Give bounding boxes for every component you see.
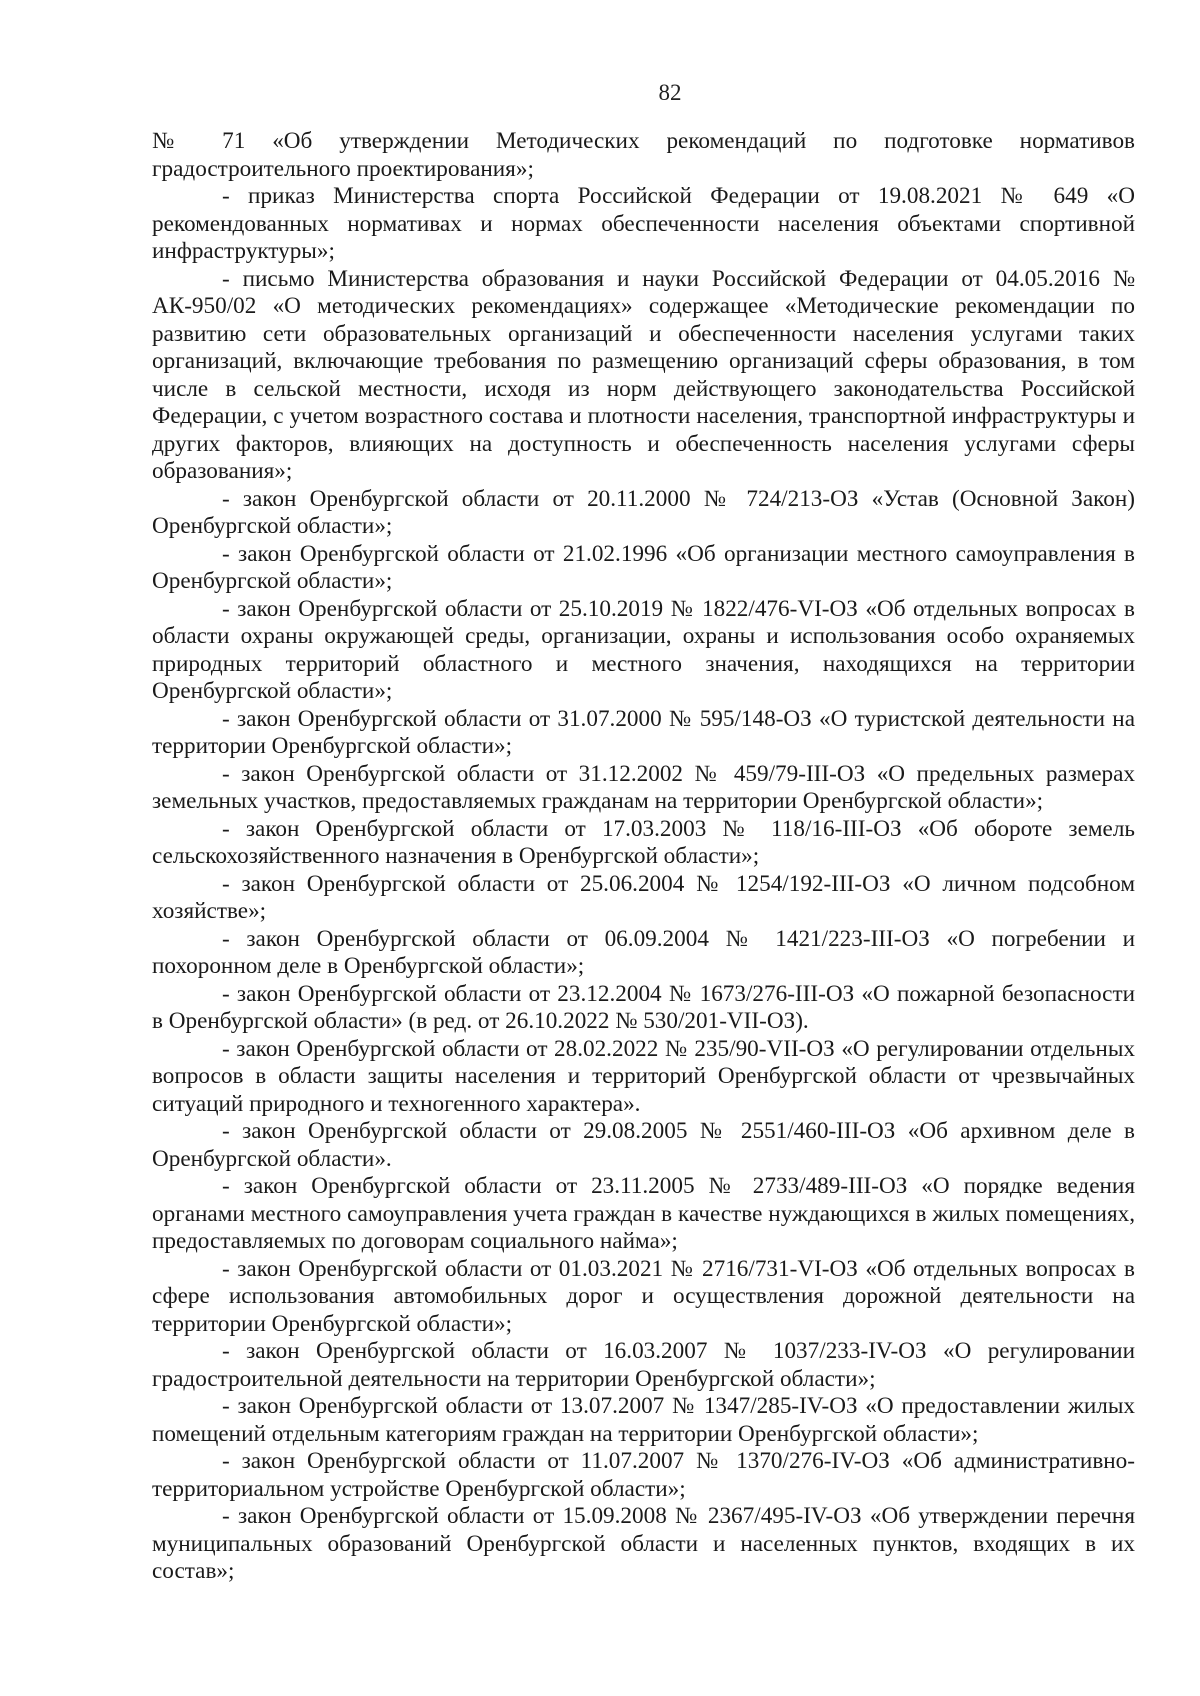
paragraph-list-item: - закон Оренбургской области от 25.06.2004 № 1254/192-III-ОЗ «О личном подсобном хозяйстве»;	[152, 870, 1135, 924]
paragraph-list-item: - закон Оренбургской области от 25.10.2019 № 1822/476-VI-ОЗ «Об отдельных вопросах в области охраны окружающей среды, организации, охраны и использования особо охраняемых природных территорий областного и местного значения, находящихся на территории Оренбургской области»;	[152, 595, 1135, 704]
paragraph-list-item: - закон Оренбургской области от 01.03.2021 № 2716/731-VI-ОЗ «Об отдельных вопросах в сфере использования автомобильных дорог и осуществления дорожной деятельности на территории Оренбургской области»;	[152, 1255, 1135, 1337]
paragraph-list-item: - закон Оренбургской области от 29.08.2005 № 2551/460-III-ОЗ «Об архивном деле в Оренбургской области».	[152, 1118, 1135, 1172]
paragraph-list-item: - закон Оренбургской области от 16.03.2007 № 1037/233-IV-ОЗ «О регулировании градостроительной деятельности на территории Оренбургской области»;	[152, 1338, 1135, 1392]
document-body	[152, 128, 1135, 1586]
paragraph-list-item: - закон Оренбургской области от 15.09.2008 № 2367/495-IV-ОЗ «Об утверждении перечня муниципальных образований Оренбургской области и населенных пунктов, входящих в их состав»;	[152, 1503, 1135, 1584]
paragraph-list-item: - закон Оренбургской области от 28.02.2022 № 235/90-VII-ОЗ «О регулировании отдельных вопросов в области защиты населения и территорий Оренбургской области от чрезвычайных ситуаций природного и техногенного характера».	[152, 1035, 1135, 1117]
paragraph-list-item: - закон Оренбургской области от 21.02.1996 «Об организации местного самоуправления в Оренбургской области»;	[152, 540, 1135, 594]
paragraph-list-item: - закон Оренбургской области от 31.12.2002 № 459/79-III-ОЗ «О предельных размерах земельных участков, предоставляемых гражданам на территории Оренбургской области»;	[152, 760, 1135, 814]
paragraph-continuation: № 71 «Об утверждении Методических рекомендаций по подготовке нормативов градостроительного проектирования»;	[152, 128, 1135, 182]
paragraph-list-item: - закон Оренбургской области от 06.09.2004 № 1421/223-III-ОЗ «О погребении и похоронном деле в Оренбургской области»;	[152, 925, 1135, 979]
paragraph-list-item: - закон Оренбургской области от 17.03.2003 № 118/16-III-ОЗ «Об обороте земель сельскохозяйственного назначения в Оренбургской области»;	[152, 815, 1135, 869]
paragraph-list-item: - закон Оренбургской области от 13.07.2007 № 1347/285-IV-ОЗ «О предоставлении жилых помещений отдельным категориям граждан на территории Оренбургской области»;	[152, 1393, 1135, 1447]
paragraph-list-item: - закон Оренбургской области от 20.11.2000 № 724/213-ОЗ «Устав (Основной Закон) Оренбургской области»;	[152, 485, 1135, 539]
paragraph-list-item: - закон Оренбургской области от 23.11.2005 № 2733/489-III-ОЗ «О порядке ведения органами местного самоуправления учета граждан в качестве нуждающихся в жилых помещениях, предоставляемых по договорам социального найма»;	[152, 1173, 1135, 1254]
paragraph-list-item: - закон Оренбургской области от 11.07.2007 № 1370/276-IV-ОЗ «Об административно-территориальном устройстве Оренбургской области»;	[152, 1448, 1135, 1502]
paragraph-list-item: - закон Оренбургской области от 23.12.2004 № 1673/276-III-ОЗ «О пожарной безопасности в Оренбургской области» (в ред. от 26.10.2022 № 530/201-VII-ОЗ).	[152, 980, 1135, 1034]
paragraph-list-item: - приказ Министерства спорта Российской Федерации от 19.08.2021 № 649 «О рекомендованных нормативах и нормах обеспеченности населения объектами спортивной инфраструктуры»;	[152, 183, 1135, 264]
paragraph-list-item: - письмо Министерства образования и науки Российской Федерации от 04.05.2016 № АК-950/02 «О методических рекомендациях» содержащее «Методические рекомендации по развитию сети образовательных организаций и обеспеченности населения услугами таких организаций, включающие требования по размещению организаций сферы образования, в том числе в сельской местности, исходя из норм действующего законодательства Российской Федерации, с учетом возрастного состава и плотности населения, транспортной инфраструктуры и других факторов, влияющих на доступность и обеспеченность населения услугами сферы образования»;	[152, 265, 1135, 484]
paragraph-list-item: - закон Оренбургской области от 31.07.2000 № 595/148-ОЗ «О туристской деятельности на территории Оренбургской области»;	[152, 705, 1135, 759]
page-number: 82	[658, 80, 682, 105]
